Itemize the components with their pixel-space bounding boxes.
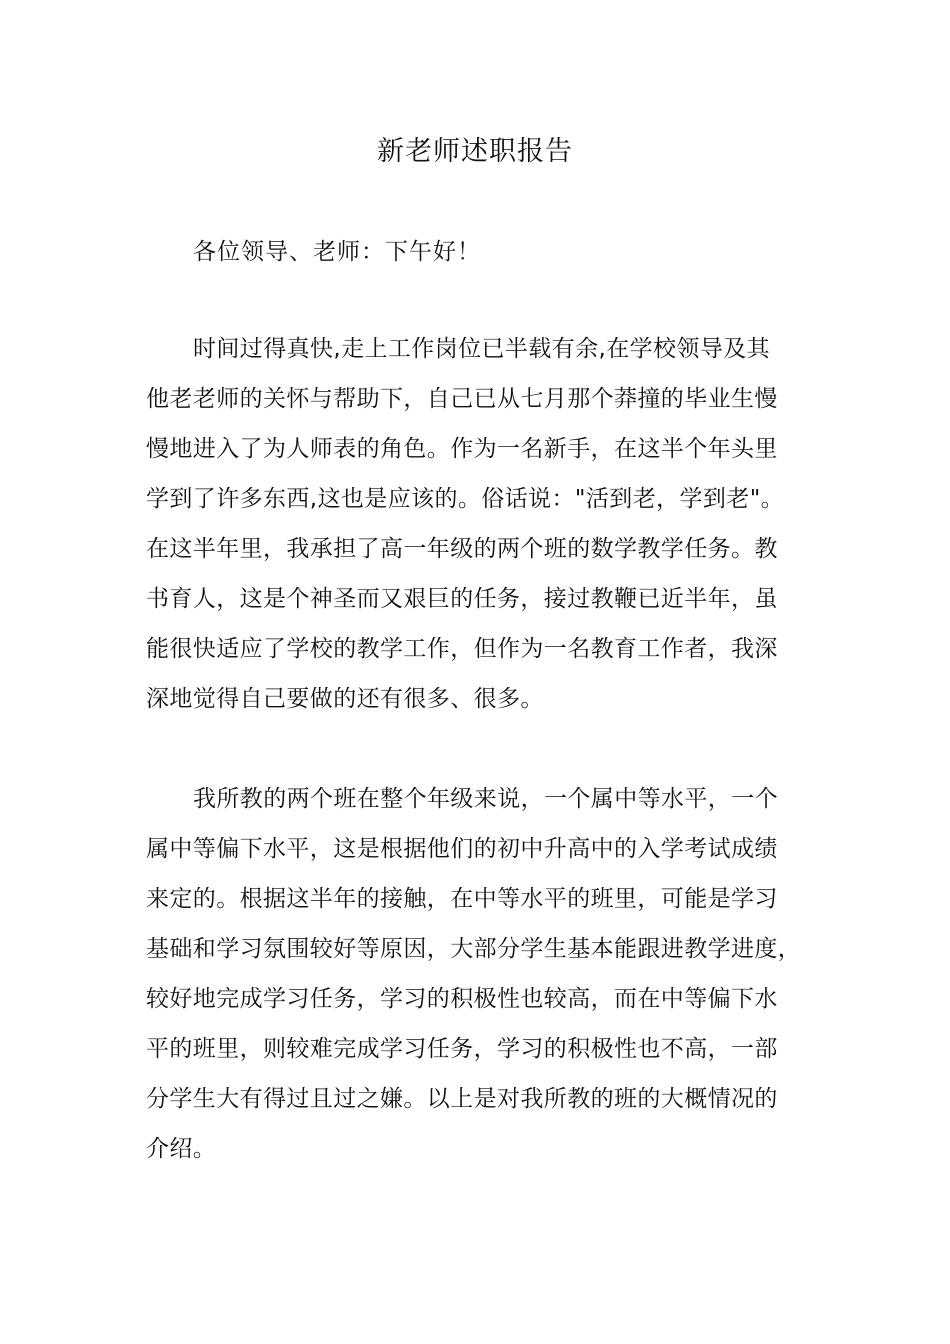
- paragraph-line: 慢地进入了为人师表的角色。作为一名新手，在这半个年头里: [146, 436, 778, 462]
- paragraph-line: 深地觉得自己要做的还有很多、很多。: [146, 686, 544, 712]
- paragraph-line: 基础和学习氛围较好等原因，大部分学生基本能跟进教学进度，: [146, 936, 802, 962]
- paragraph-line: 我所教的两个班在整个年级来说，一个属中等水平，一个: [193, 786, 778, 812]
- paragraph-line: 较好地完成学习任务，学习的积极性也较高，而在中等偏下水: [146, 986, 778, 1012]
- paragraph-line: 平的班里，则较难完成学习任务，学习的积极性也不高，一部: [146, 1036, 778, 1062]
- greeting-line: 各位领导、老师：下午好！: [193, 239, 481, 265]
- paragraph-line: 在这半年里，我承担了高一年级的两个班的数学教学任务。教: [146, 536, 778, 562]
- paragraph-line: 分学生大有得过且过之嫌。以上是对我所教的班的大概情况的: [146, 1086, 778, 1112]
- paragraph-line: 书育人，这是个神圣而又艰巨的任务，接过教鞭已近半年，虽: [146, 586, 778, 612]
- paragraph-line: 他老老师的关怀与帮助下，自己已从七月那个莽撞的毕业生慢: [146, 386, 778, 412]
- paragraph-line: 时间过得真快,走上工作岗位已半载有余,在学校领导及其: [193, 336, 771, 362]
- paragraph-line: 来定的。根据这半年的接触，在中等水平的班里，可能是学习: [146, 886, 778, 912]
- paragraph-line: 学到了许多东西,这也是应该的。俗话说："活到老，学到老"。: [146, 486, 785, 512]
- paragraph-line: 能很快适应了学校的教学工作，但作为一名教育工作者，我深: [146, 636, 778, 662]
- paragraph-line: 介绍。: [146, 1136, 217, 1162]
- paragraph-1: [146, 324, 836, 724]
- document-title: 新老师述职报告: [377, 136, 573, 167]
- paragraph-2: [146, 774, 836, 1174]
- paragraph-line: 属中等偏下水平，这是根据他们的初中升高中的入学考试成绩: [146, 836, 778, 862]
